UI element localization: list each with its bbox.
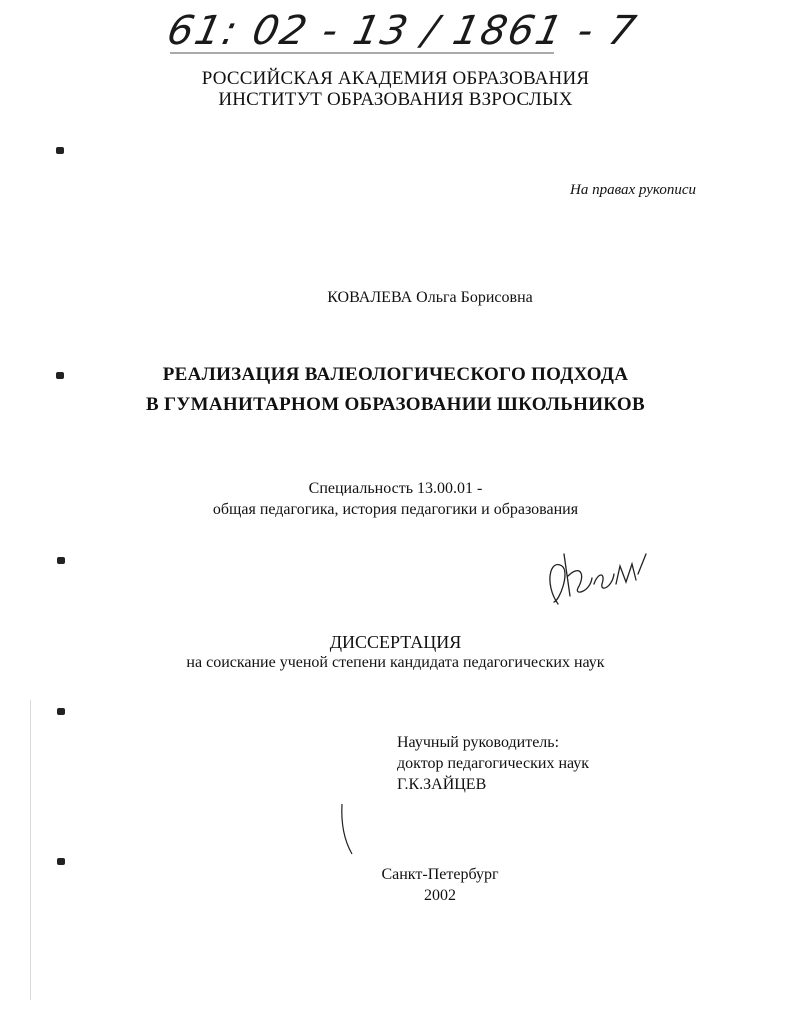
institution-subname: ИНСТИТУТ ОБРАЗОВАНИЯ ВЗРОСЛЫХ (218, 89, 573, 110)
author-name: КОВАЛЕВА Ольга Борисовна (327, 289, 533, 306)
supervisor-degree: доктор педагогических наук (397, 755, 590, 772)
specialty-name: общая педагогика, история педагогики и образования (212, 501, 579, 518)
pen-stroke (338, 802, 358, 856)
specialty-code: Специальность 13.00.01 - (308, 480, 483, 497)
binding-hole-mark (57, 708, 65, 715)
city: Санкт-Петербург (381, 866, 499, 883)
archive-number: 61: 02 - 13 / 1861 - 7 (163, 8, 642, 54)
thesis-title-line2: В ГУМАНИТАРНОМ ОБРАЗОВАНИИ ШКОЛЬНИКОВ (146, 394, 645, 415)
binding-hole-mark (57, 557, 65, 564)
binding-hole-mark (56, 147, 64, 154)
year: 2002 (424, 887, 456, 904)
document-type: ДИССЕРТАЦИЯ (329, 632, 462, 652)
binding-hole-mark (57, 858, 65, 865)
degree-sought: на соискание ученой степени кандидата педагогических наук (186, 654, 605, 671)
signature (540, 544, 650, 610)
rights-note: На правах рукописи (570, 182, 696, 198)
institution-name: РОССИЙСКАЯ АКАДЕМИЯ ОБРАЗОВАНИЯ (201, 68, 590, 89)
thesis-title-line1: РЕАЛИЗАЦИЯ ВАЛЕОЛОГИЧЕСКОГО ПОДХОДА (162, 364, 629, 385)
supervisor-label: Научный руководитель: (397, 734, 560, 751)
archive-number-underline (168, 50, 558, 56)
supervisor-name: Г.К.ЗАЙЦЕВ (397, 776, 487, 793)
binding-hole-mark (56, 372, 64, 379)
scan-edge-line (30, 700, 31, 1000)
